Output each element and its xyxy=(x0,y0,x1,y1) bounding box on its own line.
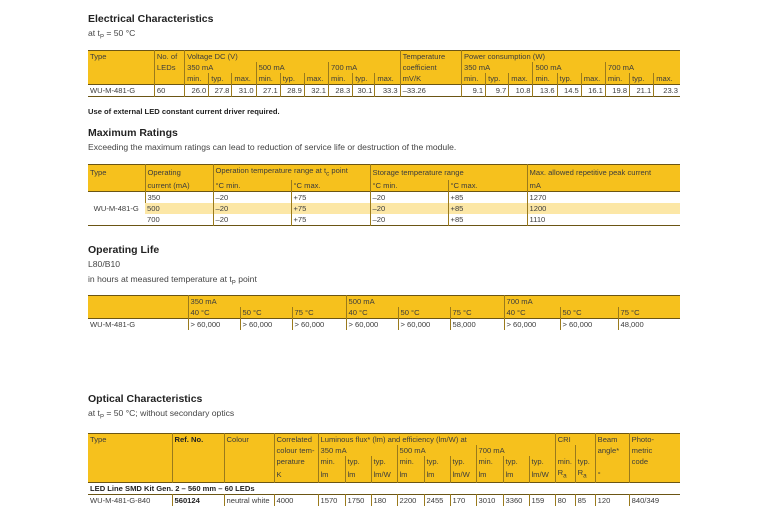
ra-sub: a xyxy=(563,472,567,480)
col-photo: Photo- xyxy=(629,434,680,446)
table-row xyxy=(88,203,680,214)
cell-omin: –20 xyxy=(213,203,291,214)
col-min: min. xyxy=(605,73,629,85)
col-typ: typ. xyxy=(450,456,476,467)
cell xyxy=(88,456,172,467)
col-temp: 75 °C xyxy=(618,307,680,319)
col-typ: typ. xyxy=(557,73,581,85)
ra-text: R xyxy=(577,468,584,477)
col-temp: 40 °C xyxy=(504,307,560,319)
cell-v: 32.1 xyxy=(304,85,328,97)
cell xyxy=(88,307,188,319)
col-coef: coefficient xyxy=(400,62,461,73)
cell xyxy=(555,445,575,456)
col-cmin: °C min. xyxy=(370,180,448,192)
cell xyxy=(172,445,224,456)
hdr-sub: c xyxy=(326,170,330,178)
col-storage: Storage temperature range xyxy=(370,165,527,180)
hdr-text: point xyxy=(329,166,348,175)
col-operating: Operating xyxy=(145,165,213,180)
cell-smax: +85 xyxy=(448,191,527,203)
col-typ: typ. xyxy=(630,73,654,85)
cell-beam: 120 xyxy=(595,494,629,506)
cell-v: 26.0 xyxy=(185,85,209,97)
col-temp: 50 °C xyxy=(240,307,292,319)
subtitle-text: = 50 °C xyxy=(103,28,136,38)
col-max: max. xyxy=(304,73,328,85)
col-350: 350 mA xyxy=(188,296,346,308)
life-line2 xyxy=(88,273,257,290)
col-min: min. xyxy=(318,456,345,467)
cell xyxy=(88,73,154,85)
cell xyxy=(224,445,274,456)
cell-p: 21.1 xyxy=(630,85,654,97)
cell-flux: 170 xyxy=(450,494,476,506)
col-350: 350 mA xyxy=(318,445,397,456)
col-type: Type xyxy=(88,51,154,63)
col-lm: lm xyxy=(345,467,371,482)
col-leds: LEDs xyxy=(154,62,184,73)
cell-flux: 1750 xyxy=(345,494,371,506)
cell-smax: +85 xyxy=(448,203,527,214)
cell-peak: 1270 xyxy=(527,191,680,203)
col-cmax: °C max. xyxy=(448,180,527,192)
header-row xyxy=(88,165,680,180)
col-temp: 75 °C xyxy=(292,307,346,319)
cell-life: 58,000 xyxy=(450,319,504,331)
col-temp: Temperature xyxy=(400,51,461,63)
cell-p: 10.8 xyxy=(509,85,533,97)
col-700: 700 mA xyxy=(329,62,401,73)
hdr-text: Operation temperature range at t xyxy=(215,166,327,175)
col-lm: lm xyxy=(397,467,424,482)
col-voltage: Voltage DC (V) xyxy=(185,51,400,63)
col-photo: code xyxy=(629,456,680,467)
cell-life: > 60,000 xyxy=(292,319,346,331)
cell-life: > 60,000 xyxy=(504,319,560,331)
table-row xyxy=(88,191,680,203)
subtitle-text: in hours at measured temperature at t xyxy=(88,274,232,284)
cell-p: 13.6 xyxy=(533,85,557,97)
cell-omax: +75 xyxy=(291,203,370,214)
col-cct: colour tem- xyxy=(274,445,318,456)
life-line1: L80/B10 xyxy=(88,259,121,269)
cell-smin: –20 xyxy=(370,191,448,203)
cell-type: WU-M-481-G xyxy=(90,320,136,329)
col-cmax: °C max. xyxy=(291,180,370,192)
cell-type: WU-M-481-G xyxy=(90,86,136,95)
cell-coef: –33.26 xyxy=(400,85,461,97)
header-row xyxy=(88,296,680,308)
col-typ: typ. xyxy=(345,456,371,467)
col-typ: typ. xyxy=(575,456,595,467)
cell-cur: 350 xyxy=(145,191,213,203)
col-temp: 40 °C xyxy=(346,307,398,319)
electrical-table xyxy=(88,50,680,97)
cell-v: 31.0 xyxy=(232,85,256,97)
cell xyxy=(88,296,188,308)
cell-ref: 560124 xyxy=(172,494,224,506)
life-table xyxy=(88,295,680,330)
electrical-subtitle xyxy=(88,27,214,44)
header-row xyxy=(88,307,680,319)
cell-omax: +75 xyxy=(291,191,370,203)
cell-p: 16.1 xyxy=(581,85,605,97)
col-min: min. xyxy=(461,73,485,85)
optical-subtitle xyxy=(88,407,234,424)
cell-life: > 60,000 xyxy=(346,319,398,331)
col-deg: ° xyxy=(595,467,629,482)
col-ra xyxy=(555,467,575,482)
electrical-section xyxy=(88,13,214,44)
col-typ: typ. xyxy=(280,73,304,85)
ratings-subtitle: Exceeding the maximum ratings can lead to reduction of service life or destruction of the module. xyxy=(88,142,457,152)
col-peak: Max. allowed repetitive peak current xyxy=(527,165,680,180)
ra-text: R xyxy=(557,468,564,477)
col-temp: 50 °C xyxy=(398,307,450,319)
cell-cri-typ: 85 xyxy=(575,494,595,506)
ratings-title: Maximum Ratings xyxy=(88,127,178,139)
ratings-section xyxy=(88,127,456,153)
cell xyxy=(88,467,172,482)
col-photo: metric xyxy=(629,445,680,456)
cell xyxy=(629,467,680,482)
col-beam: Beam xyxy=(595,434,629,446)
cell xyxy=(172,467,224,482)
col-type: Type xyxy=(88,434,172,446)
cell xyxy=(154,73,184,85)
col-700: 700 mA xyxy=(605,62,680,73)
optical-table xyxy=(88,433,680,506)
cell-cri-min: 80 xyxy=(555,494,575,506)
cell-p: 9.7 xyxy=(486,85,509,97)
cell xyxy=(595,456,629,467)
col-k: K xyxy=(274,467,318,482)
cell-flux: 180 xyxy=(371,494,397,506)
cell-cur: 700 xyxy=(147,214,160,224)
col-700: 700 mA xyxy=(504,296,680,308)
table-row xyxy=(88,85,680,97)
cell xyxy=(88,62,154,73)
header-row xyxy=(88,73,680,85)
cell-p: 14.5 xyxy=(557,85,581,97)
cell-cur: 500 xyxy=(145,203,213,214)
cell-life: > 60,000 xyxy=(188,319,240,331)
table-row xyxy=(88,319,680,331)
group-row xyxy=(88,482,680,494)
cell-smin: –20 xyxy=(370,203,448,214)
cell-photo: 840/349 xyxy=(629,494,680,506)
cell-cct: 4000 xyxy=(274,494,318,506)
col-lm: lm xyxy=(318,467,345,482)
col-ref: Ref. No. xyxy=(172,434,224,446)
col-max: max. xyxy=(654,73,680,85)
col-typ: typ. xyxy=(371,456,397,467)
cell-flux: 3360 xyxy=(503,494,529,506)
col-500: 500 mA xyxy=(533,62,605,73)
col-lmw: lm/W xyxy=(529,467,555,482)
col-power: Power consumption (W) xyxy=(461,51,680,63)
col-ma: mA xyxy=(527,180,680,192)
cell-v: 33.3 xyxy=(375,85,400,97)
col-type: Type xyxy=(88,165,145,180)
optical-section xyxy=(88,393,234,424)
col-min: min. xyxy=(555,456,575,467)
col-min: min. xyxy=(533,73,557,85)
cell-smax: +85 xyxy=(448,214,527,226)
col-temp: 50 °C xyxy=(560,307,618,319)
cell-type: WU-M-481-G-840 xyxy=(90,495,151,505)
col-min: min. xyxy=(329,73,353,85)
col-500: 500 mA xyxy=(397,445,476,456)
subtitle-sub: P xyxy=(231,280,236,287)
col-mvk: mV/K xyxy=(400,73,461,85)
ra-sub: a xyxy=(583,472,587,480)
col-min: min. xyxy=(256,73,280,85)
cell-v: 27.8 xyxy=(209,85,232,97)
electrical-title: Electrical Characteristics xyxy=(88,13,214,25)
subtitle-text: at t xyxy=(88,408,100,418)
cell-leds: 60 xyxy=(154,85,184,97)
col-500: 500 mA xyxy=(256,62,328,73)
subtitle-sub: P xyxy=(99,414,104,421)
cell-life: > 60,000 xyxy=(560,319,618,331)
col-beam: angle* xyxy=(595,445,629,456)
cell xyxy=(224,456,274,467)
subtitle-text: at t xyxy=(88,28,100,38)
header-row xyxy=(88,62,680,73)
col-temp: 40 °C xyxy=(188,307,240,319)
col-ra xyxy=(575,467,595,482)
col-350: 350 mA xyxy=(461,62,532,73)
col-lm: lm xyxy=(476,467,503,482)
col-max: max. xyxy=(232,73,256,85)
cell xyxy=(575,445,595,456)
cell xyxy=(88,445,172,456)
header-row xyxy=(88,434,680,446)
col-lmw: lm/W xyxy=(450,467,476,482)
subtitle-sub: P xyxy=(99,34,104,41)
cell xyxy=(88,180,145,192)
col-typ: typ. xyxy=(424,456,450,467)
col-typ: typ. xyxy=(486,73,509,85)
cell xyxy=(172,456,224,467)
cell-flux: 3010 xyxy=(476,494,503,506)
subtitle-text: point xyxy=(235,274,257,284)
cell-v: 28.9 xyxy=(280,85,304,97)
cell-v: 30.1 xyxy=(353,85,375,97)
cell-flux: 1570 xyxy=(318,494,345,506)
cell-life: > 60,000 xyxy=(240,319,292,331)
cell-flux: 2200 xyxy=(397,494,424,506)
col-flux: Luminous flux* (lm) and efficiency (lm/W) at xyxy=(318,434,555,446)
cell-p: 19.8 xyxy=(605,85,629,97)
header-row xyxy=(88,445,680,456)
col-lm: lm xyxy=(503,467,529,482)
cell-type: WU-M-481-G xyxy=(88,191,145,225)
cell-p: 23.3 xyxy=(654,85,680,97)
cell-v: 27.1 xyxy=(256,85,280,97)
col-min: min. xyxy=(476,456,503,467)
col-typ: typ. xyxy=(209,73,232,85)
cell-flux: 2455 xyxy=(424,494,450,506)
cell-colour: neutral white xyxy=(224,494,274,506)
header-row xyxy=(88,456,680,467)
header-row xyxy=(88,467,680,482)
cell-v: 28.3 xyxy=(329,85,353,97)
col-temp: 75 °C xyxy=(450,307,504,319)
col-lm: lm xyxy=(424,467,450,482)
col-op-temp xyxy=(213,165,370,180)
col-typ: typ. xyxy=(529,456,555,467)
col-typ: typ. xyxy=(353,73,375,85)
header-row xyxy=(88,51,680,63)
col-cct: perature xyxy=(274,456,318,467)
col-350: 350 mA xyxy=(185,62,256,73)
col-500: 500 mA xyxy=(346,296,504,308)
cell-p: 9.1 xyxy=(461,85,485,97)
col-max: max. xyxy=(509,73,533,85)
cell-flux: 159 xyxy=(529,494,555,506)
group-label: LED Line SMD Kit Gen. 2 – 560 mm – 60 LEDs xyxy=(88,482,680,494)
col-no-of: No. of xyxy=(154,51,184,63)
col-max: max. xyxy=(581,73,605,85)
col-typ: typ. xyxy=(503,456,529,467)
cell-omax: +75 xyxy=(291,214,370,226)
col-lmw: lm/W xyxy=(371,467,397,482)
col-cri: CRI xyxy=(555,434,595,446)
cell-peak: 1110 xyxy=(527,214,680,226)
cell xyxy=(224,467,274,482)
driver-note: Use of external LED constant current driver required. xyxy=(88,107,280,116)
col-min: min. xyxy=(185,73,209,85)
table-row xyxy=(88,214,680,226)
life-section xyxy=(88,244,257,290)
cell-peak: 1200 xyxy=(527,203,680,214)
cell-omin: –20 xyxy=(213,191,291,203)
subtitle-text: = 50 °C; without secondary optics xyxy=(103,408,235,418)
header-row xyxy=(88,180,680,192)
col-cct: Correlated xyxy=(274,434,318,446)
cell-omin: –20 xyxy=(213,214,291,226)
cell-smin: –20 xyxy=(370,214,448,226)
life-title: Operating Life xyxy=(88,244,160,256)
col-cmin: °C min. xyxy=(213,180,291,192)
col-max: max. xyxy=(375,73,400,85)
cell-life: 48,000 xyxy=(618,319,680,331)
col-current: current (mA) xyxy=(145,180,213,192)
cell-life: > 60,000 xyxy=(398,319,450,331)
table-row xyxy=(88,494,680,506)
ratings-table xyxy=(88,164,680,226)
col-min: min. xyxy=(397,456,424,467)
optical-title: Optical Characteristics xyxy=(88,393,203,405)
col-700: 700 mA xyxy=(476,445,555,456)
col-colour: Colour xyxy=(224,434,274,446)
